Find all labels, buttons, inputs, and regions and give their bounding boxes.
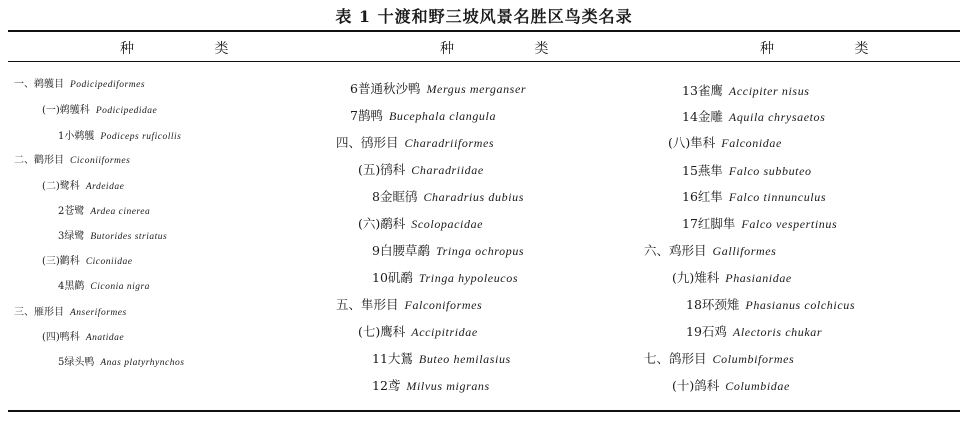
latin-name: Tringa hypoleucos: [418, 271, 519, 285]
latin-name: Falco subbuteo: [728, 164, 812, 178]
list-item: [350, 80, 526, 98]
bottom-rule: [8, 410, 960, 412]
list-item: [336, 134, 494, 152]
list-item: [58, 278, 150, 296]
chinese-name: 10矶鹬: [372, 270, 413, 285]
list-item: [358, 161, 484, 179]
chinese-name: 14金雕: [682, 109, 723, 124]
column-header-2: 种 类: [440, 41, 587, 57]
list-item: [644, 350, 794, 368]
table-title: 表 1 十渡和野三坡风景名胜区鸟类名录: [335, 7, 633, 26]
list-item: [682, 108, 825, 126]
latin-name: Ciconia nigra: [90, 282, 150, 292]
chinese-name: (六)鹬科: [358, 216, 406, 231]
latin-name: Charadrius dubius: [423, 190, 525, 204]
latin-name: Alectoris chukar: [732, 325, 823, 339]
latin-name: Phasianus colchicus: [745, 298, 856, 312]
latin-name: Columbidae: [725, 379, 790, 393]
latin-name: Ardea cinerea: [90, 207, 151, 217]
list-item: [372, 269, 518, 287]
latin-name: Aquila chrysaetos: [728, 110, 826, 124]
latin-name: Buteo hemilasius: [418, 352, 511, 366]
list-item: [682, 82, 810, 100]
chinese-name: 五、隼形目: [336, 297, 399, 312]
list-item: [42, 253, 133, 271]
chinese-name: 一、鹈鹱目: [14, 79, 64, 90]
latin-name: Podicipediformes: [70, 80, 146, 90]
list-item: [58, 354, 184, 372]
latin-name: Tringa ochropus: [435, 244, 525, 258]
chinese-name: 二、鹳形目: [14, 155, 64, 166]
chinese-name: 12鸢: [372, 378, 401, 393]
list-item: [14, 76, 145, 94]
chinese-name: 15燕隼: [682, 163, 723, 178]
chinese-name: 19石鸡: [686, 324, 727, 339]
chinese-name: (一)鹈鹱科: [42, 105, 90, 116]
list-item: [686, 323, 822, 341]
chinese-name: (七)鹰科: [358, 324, 406, 339]
list-item: [682, 162, 812, 180]
latin-name: Anas platyrhynchos: [100, 358, 185, 368]
latin-name: Scolopacidae: [411, 217, 484, 231]
chinese-name: 11大鵟: [372, 351, 413, 366]
list-item: [372, 242, 524, 260]
chinese-name: 9白腰草鹬: [372, 243, 430, 258]
latin-name: Accipiter nisus: [728, 84, 810, 98]
latin-name: Ciconiidae: [85, 257, 133, 267]
list-item: [358, 323, 478, 341]
chinese-name: (五)鸻科: [358, 162, 406, 177]
chinese-name: (九)雉科: [672, 270, 720, 285]
chinese-name: 6普通秋沙鸭: [350, 81, 421, 96]
chinese-name: 7鹊鸭: [350, 108, 383, 123]
list-item: [372, 188, 524, 206]
list-item: [682, 188, 826, 206]
list-item: [14, 152, 130, 170]
column-header-1: 种 类: [120, 41, 267, 57]
chinese-name: 18环颈雉: [686, 297, 740, 312]
header-rule: [8, 61, 960, 62]
chinese-name: 四、鸻形目: [336, 135, 399, 150]
latin-name: Anseriformes: [70, 308, 127, 318]
latin-name: Charadriidae: [411, 163, 484, 177]
list-item: [358, 215, 483, 233]
latin-name: Bucephala clangula: [388, 109, 497, 123]
list-item: [58, 228, 167, 246]
list-item: [58, 128, 181, 146]
latin-name: Phasianidae: [725, 271, 792, 285]
list-item: [672, 377, 790, 395]
chinese-name: (八)隼科: [668, 135, 716, 150]
list-item: [42, 178, 124, 196]
list-item: [372, 377, 490, 395]
latin-name: Butorides striatus: [90, 232, 168, 242]
chinese-name: 2苍鹭: [58, 206, 85, 217]
list-item: [682, 215, 837, 233]
list-item: [668, 134, 782, 152]
chinese-name: (二)鹭科: [42, 181, 80, 192]
chinese-name: 16红隼: [682, 189, 723, 204]
chinese-name: 4黑鹳: [58, 281, 85, 292]
column-header-3: 种 类: [760, 41, 907, 57]
chinese-name: 8金眶鸻: [372, 189, 418, 204]
latin-name: Charadriiformes: [404, 136, 495, 150]
latin-name: Anatidae: [85, 333, 125, 343]
latin-name: Podiceps ruficollis: [100, 132, 182, 142]
latin-name: Ardeidae: [85, 182, 125, 192]
list-item: [644, 242, 776, 260]
list-item: [58, 203, 150, 221]
latin-name: Falco tinnunculus: [728, 190, 827, 204]
latin-name: Podicipedidae: [95, 106, 158, 116]
list-item: [686, 296, 855, 314]
latin-name: Falconiformes: [404, 298, 483, 312]
latin-name: Falco vespertinus: [741, 217, 838, 231]
chinese-name: 1小鹈鹱: [58, 131, 95, 142]
latin-name: Falconidae: [721, 136, 782, 150]
list-item: [42, 329, 124, 347]
latin-name: Mergus merganser: [426, 82, 527, 96]
latin-name: Galliformes: [712, 244, 777, 258]
list-item: [350, 107, 496, 125]
chinese-name: (十)鸽科: [672, 378, 720, 393]
chinese-name: 六、鸡形目: [644, 243, 707, 258]
chinese-name: 5绿头鸭: [58, 357, 95, 368]
chinese-name: (三)鹳科: [42, 256, 80, 267]
latin-name: Accipitridae: [411, 325, 478, 339]
chinese-name: 13雀鹰: [682, 83, 723, 98]
list-item: [336, 296, 482, 314]
chinese-name: 三、雁形目: [14, 307, 64, 318]
list-item: [42, 102, 157, 120]
chinese-name: 七、鸽形目: [644, 351, 707, 366]
top-rule: [8, 30, 960, 32]
latin-name: Columbiformes: [712, 352, 795, 366]
latin-name: Milvus migrans: [406, 379, 490, 393]
list-item: [672, 269, 792, 287]
latin-name: Ciconiiformes: [70, 156, 131, 166]
chinese-name: 3绿鹭: [58, 231, 85, 242]
chinese-name: 17红脚隼: [682, 216, 736, 231]
list-item: [372, 350, 511, 368]
list-item: [14, 304, 127, 322]
chinese-name: (四)鸭科: [42, 332, 80, 343]
